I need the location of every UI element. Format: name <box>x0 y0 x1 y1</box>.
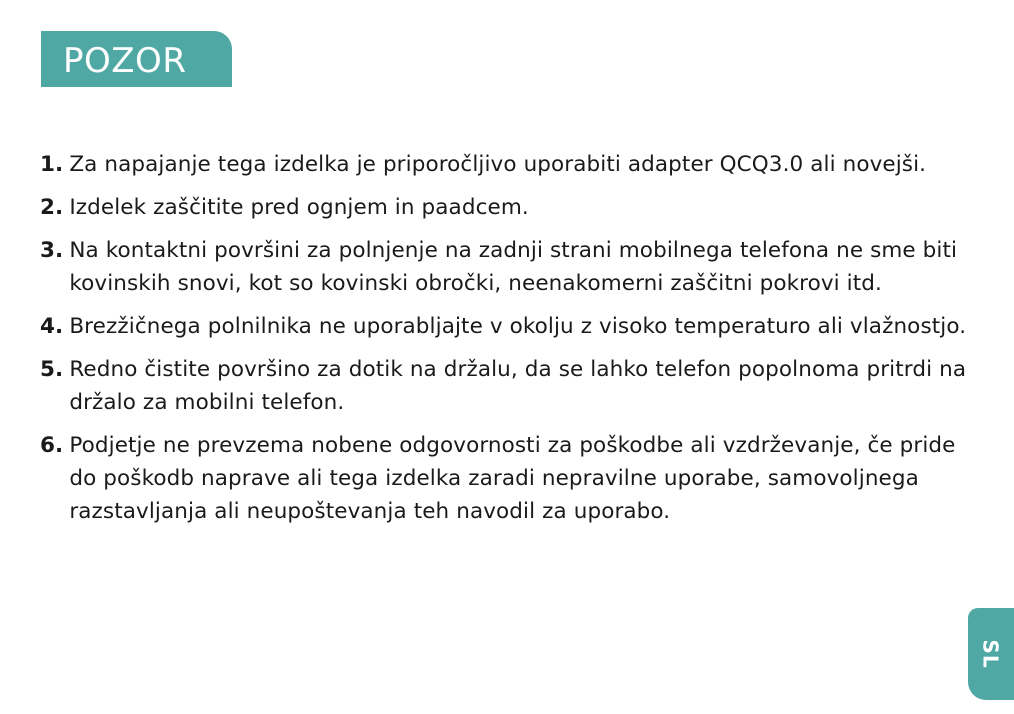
list-item <box>40 429 970 528</box>
list-item <box>40 148 970 181</box>
warning-list <box>40 148 970 538</box>
item-text: Za napajanje tega izdelka je priporočljivo uporabiti adapter QCQ3.0 ali novejši. <box>69 152 927 177</box>
page-title: POZOR <box>63 41 187 81</box>
item-text: Brezžičnega polnilnika ne uporabljajte v okolju z visoko temperaturo ali vlažnostjo. <box>69 314 967 339</box>
item-text: Podjetje ne prevzema nobene odgovornosti za poškodbe ali vzdrževanje, če pride do poškodb naprave ali tega izdelka zaradi nepravilne uporabe, samovoljnega razstavljanja ali neupoštevanja teh navodil za uporabo. <box>69 433 956 524</box>
item-number: 2. <box>40 195 64 220</box>
item-text: Izdelek zaščitite pred ognjem in paadcem. <box>69 195 529 220</box>
item-number: 5. <box>40 357 64 382</box>
page-title-badge <box>41 31 232 87</box>
list-item <box>40 353 970 419</box>
language-tab <box>968 608 1014 700</box>
item-number: 4. <box>40 314 64 339</box>
item-number: 6. <box>40 433 64 458</box>
item-number: 1. <box>40 152 64 177</box>
list-item <box>40 191 970 224</box>
list-item <box>40 234 970 300</box>
item-text: Redno čistite površino za dotik na držalu, da se lahko telefon popolnoma pritrdi na držalo za mobilni telefon. <box>69 357 967 415</box>
list-item <box>40 310 970 343</box>
language-tab-label: SL <box>979 639 1003 669</box>
item-number: 3. <box>40 238 64 263</box>
item-text: Na kontaktni površini za polnjenje na zadnji strani mobilnega telefona ne sme biti kovinskih snovi, kot so kovinski obročki, neenakomerni zaščitni pokrovi itd. <box>69 238 958 296</box>
